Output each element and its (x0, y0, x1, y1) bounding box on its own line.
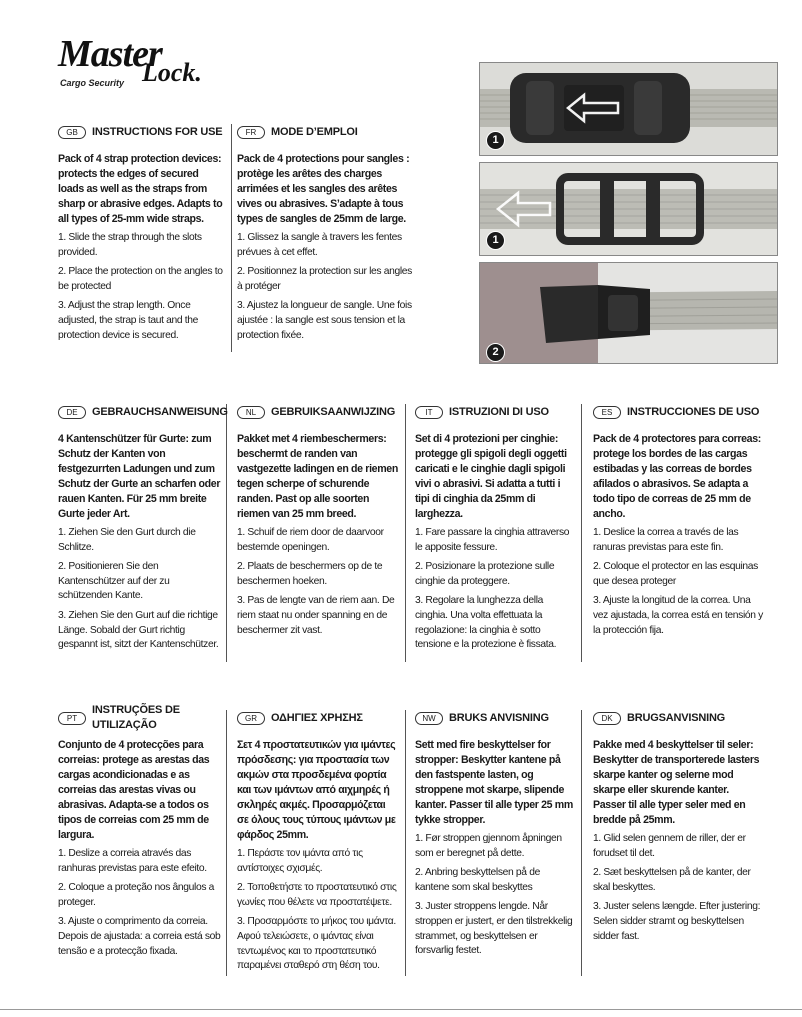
step-2: 2. Plaats de beschermers op de te beschermen hoeken. (237, 561, 383, 587)
step-3: 3. Juster selens længde. Efter justering: Selen sidder stramt og beskyttelsen sidder fast. (593, 901, 761, 942)
step-1: 1. Deslize a correia através das ranhuras previstas para este efeito. (58, 848, 207, 874)
step-2: 2. Positionieren Sie den Kantenschützer auf der zu schützenden Kante. (58, 561, 170, 602)
section-it (415, 404, 582, 662)
section-title: INSTRUÇÕES DE UTILIZAÇÃO (92, 704, 180, 731)
lang-badge: DK (593, 712, 621, 725)
step-3: 3. Ajustez la longueur de sangle. Une fois ajustée : la sangle est sous tension et la protection fixée. (237, 300, 412, 341)
figure-step1-bottom (479, 162, 778, 256)
lang-badge: IT (415, 406, 443, 419)
section-header (415, 710, 575, 726)
section-intro: Pack de 4 protectores para correas: protege los bordes de las cargas estibadas y las correas de bordes afilados o abrasivos. Se adapta a todo tipo de correas de 25 mm de ancho. (593, 433, 761, 520)
section-de (58, 404, 227, 662)
figure-step2 (479, 262, 778, 364)
lang-badge: GB (58, 126, 86, 139)
step-3: 3. Ajuste la longitud de la correa. Una vez ajustada, la correa está en tensión y la protección fija. (593, 595, 763, 636)
step-3: 3. Pas de lengte van de riem aan. De riem staat nu onder spanning en de beschermer zit vast. (237, 595, 395, 636)
section-title: GEBRAUCHSANWEISUNG (92, 405, 228, 418)
step-1: 1. Schuif de riem door de daarvoor bestemde openingen. (237, 527, 384, 553)
section-intro: Set di 4 protezioni per cinghie: protegge gli spigoli degli oggetti caricati e le cinghie dagli spigoli vivi o abrasivi. Si adatta a tutti i tipi di cinghia da 25mm di larghezza. (415, 433, 567, 520)
section-title: GEBRUIKSAANWIJZING (271, 405, 396, 418)
step-3: 3. Προσαρμόστε το μήκος του ιμάντα. Αφού τελειώσετε, ο ιμάντας είναι τεντωμένος και το προστατευτικό παραμένει σταθερό στη θέση του. (237, 916, 396, 972)
step-1: 1. Ziehen Sie den Gurt durch die Schlitze. (58, 527, 196, 553)
section-title: MODE D’EMPLOI (271, 125, 358, 138)
step-2: 2. Positionnez la protection sur les angles à protéger (237, 266, 412, 292)
section-header (237, 404, 399, 420)
lang-badge: NL (237, 406, 265, 419)
step-2: 2. Τοποθετήστε το προστατευτικό στις γωνίες που θέλετε να προστατέψετε. (237, 882, 397, 908)
section-intro: 4 Kantenschützer für Gurte: zum Schutz der Kanten von festgezurrten Ladungen und zum Schutz der Gurte an scharfen oder rauen Kanten. Für 25 mm breite Gurte jeder Art. (58, 433, 221, 520)
section-title: ΟΔΗΓΙΕΣ ΧΡΗΣΗΣ (271, 711, 363, 724)
step-1: 1. Deslice la correa a través de las ranuras previstas para este fin. (593, 527, 739, 553)
logo-brand-lock: Lock. (142, 58, 202, 87)
step-2: 2. Posizionare la protezione sulle cinghie da proteggere. (415, 561, 555, 587)
figure-step1-top (479, 62, 778, 156)
master-lock-logo (58, 33, 228, 90)
lang-badge: ES (593, 406, 621, 419)
step-1: 1. Før stroppen gjennom åpningen som er beregnet på dette. (415, 833, 562, 859)
step-2: 2. Place the protection on the angles to be protected (58, 266, 223, 292)
step-2: 2. Anbring beskyttelsen på de kantene som skal beskyttes (415, 867, 540, 893)
section-title: BRUKS ANVISNING (449, 711, 549, 724)
step-3: 3. Ziehen Sie den Gurt auf die richtige Länge. Sobald der Gurt richtig gespannt ist, sitzt der Kantenschützer. (58, 609, 219, 651)
step-3: 3. Ajuste o comprimento da correia. Depois de ajustada: a correia está sob tensão e a protecção fixada. (58, 916, 221, 957)
strap-through-slots-illustration (480, 163, 777, 255)
section-intro: Pack de 4 protections pour sangles : protège les arêtes des charges arrimées et les sangles des arêtes vives ou abrasives. S’adapte à tous types de sangles de 25mm de large. (237, 153, 410, 225)
section-intro: Pack of 4 strap protection devices: protects the edges of secured loads as well as the straps from sharp or abrasive edges. Adapts to all types of 25-mm wide straps. (58, 153, 223, 225)
section-gb (58, 124, 232, 352)
footer-rule (0, 1009, 802, 1010)
step-2: 2. Coloque el protector en las esquinas que desea proteger (593, 561, 758, 587)
step-number-2: 2 (486, 343, 505, 362)
lang-badge: FR (237, 126, 265, 139)
lang-badge: PT (58, 712, 86, 725)
step-3: 3. Juster stroppens lengde. Når stroppen er justert, er den tilstrekkelig strammet, og beskyttelsen er forsvarlig festet. (415, 901, 573, 957)
step-2: 2. Coloque a proteção nos ângulos a proteger. (58, 882, 215, 908)
section-title: BRUGSANVISNING (627, 711, 726, 724)
section-header (58, 704, 221, 731)
lang-badge: NW (415, 712, 443, 725)
section-title: INSTRUCTIONS FOR USE (92, 125, 223, 138)
lang-badge: DE (58, 406, 86, 419)
section-intro: Pakket met 4 riembeschermers: beschermt de randen van vastgezette ladingen en de riemen tegen scherpe of schurende randen. Past op alle soorten riemen van 25 mm breed. (237, 433, 398, 520)
section-intro: Pakke med 4 beskyttelser til seler: Beskytter de transporterede lasters skarpe kanter og selerne mod skarpe eller skurende kanter. Passer til alle typer seler med en bredde på 25mm. (593, 739, 760, 826)
section-header (593, 710, 763, 726)
section-intro: Σετ 4 προστατευτικών για ιμάντες πρόσδεσης: για προστασία των ακμών στα προσδεμένα φορτία και των ιμάντων από αιχμηρές ή σκληρές ακμές. Προσαρμόζεται σε όλους τους τύπους ιμάντων με φάρδος 25mm. (237, 739, 396, 841)
section-nl (237, 404, 406, 662)
step-1: 1. Περάστε τον ιμάντα από τις αντίστοιχες σχισμές. (237, 848, 363, 874)
step-1: 1. Slide the strap through the slots provided. (58, 232, 202, 258)
step-3: 3. Adjust the strap length. Once adjusted, the strap is taut and the protection device is secured. (58, 300, 199, 341)
step-2: 2. Sæt beskyttelsen på de kanter, der skal beskyttes. (593, 867, 751, 893)
strap-slide-illustration (480, 63, 777, 155)
section-title: ISTRUZIONI DI USO (449, 405, 549, 418)
section-header (237, 124, 417, 140)
step-number-1: 1 (486, 131, 505, 150)
section-header (237, 710, 399, 726)
step-number-1b: 1 (486, 231, 505, 250)
section-title: INSTRUCCIONES DE USO (627, 405, 760, 418)
step-3: 3. Regolare la lunghezza della cinghia. Una volta effettuata la regolazione: la cinghia è sotto tensione e la protezione è fissata. (415, 595, 557, 651)
section-header (58, 124, 226, 140)
step-1: 1. Fare passare la cinghia attraverso le apposite fessure. (415, 527, 570, 553)
section-fr (237, 124, 417, 348)
section-intro: Conjunto de 4 protecções para correias: protege as arestas das cargas acondicionadas e as correias das arestas vivas ou abrasivas. Adapta-se a todos os tipos de correias com 25 mm de largura. (58, 739, 210, 841)
logo-tagline: Cargo Security (60, 78, 125, 88)
section-header (415, 404, 575, 420)
step-1: 1. Glid selen gennem de riller, der er forudset til det. (593, 833, 746, 859)
step-1: 1. Glissez la sangle à travers les fentes prévues à cet effet. (237, 232, 402, 258)
section-pt (58, 704, 227, 976)
section-nw (415, 710, 582, 976)
lang-badge: GR (237, 712, 265, 725)
section-intro: Sett med fire beskyttelser for stropper: Beskytter kantene på den fastspente lasten, og stroppene mot skarpe, slipende kanter. Passer til alle typer 25 mm tykke stropper. (415, 739, 573, 826)
corner-protection-illustration (480, 263, 777, 363)
section-header (593, 404, 763, 420)
section-header (58, 404, 228, 420)
section-gr (237, 710, 406, 976)
section-dk (593, 710, 763, 949)
section-es (593, 404, 763, 643)
logo-brand: Master (58, 33, 162, 75)
